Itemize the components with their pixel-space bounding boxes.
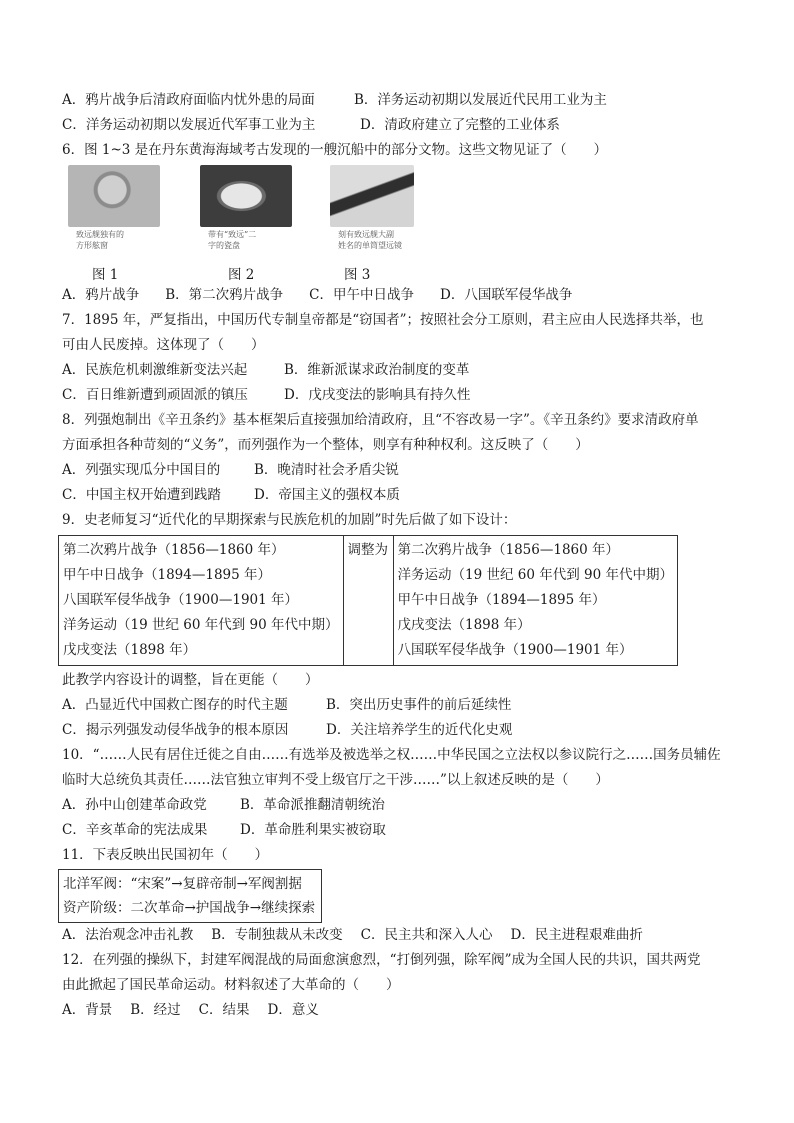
q10-options-row-1 (62, 793, 742, 818)
q6-options (62, 283, 742, 308)
figure-2 (200, 165, 300, 251)
q6-option-a[interactable]: A．鸦片战争 (62, 287, 140, 303)
plate-photo (200, 165, 292, 227)
figure-1 (68, 165, 168, 251)
q8-options-row-1 (62, 458, 742, 483)
q12-stem-line-2: 由此掀起了国民革命运动。材料叙述了大革命的（ ） (62, 977, 400, 993)
exam-page (62, 88, 742, 1023)
q6-option-d[interactable]: D．八国联军侵华战争 (440, 287, 573, 303)
q10-option-d[interactable]: D．革命胜利果实被窃取 (240, 822, 386, 838)
q9-right-item: 戊戌变法（1898 年） (397, 617, 531, 633)
q7-options-row-1 (62, 358, 742, 383)
q6-figures (62, 165, 742, 283)
q7-options-row-2 (62, 383, 742, 408)
q9-left-item: 八国联军侵华战争（1900—1901 年） (63, 592, 299, 608)
q9-adjusted-order (393, 536, 678, 666)
q11-option-b[interactable]: B．专制独裁从未改变 (211, 927, 343, 943)
q5-option-c[interactable]: C．洋务运动初期以发展近代军事工业为主 (62, 117, 316, 133)
q11-option-a[interactable]: A．法治观念冲击礼教 (62, 927, 194, 943)
q7-stem-line-1: 7．1895 年，严复指出，中国历代专制皇帝都是“窃国者”；按照社会分工原则，君主应由人民选择共举，也 (62, 312, 704, 328)
figure-3-label: 图 3 (344, 267, 371, 283)
q10-option-a[interactable]: A．孙中山创建革命政党 (62, 797, 207, 813)
q11-option-d[interactable]: D．民主进程艰难曲折 (510, 927, 643, 943)
q8-stem-line-1: 8．列强炮制出《辛丑条约》基本框架后直接强加给清政府，且“不容改易一字”。《辛丑条约》要求清政府单 (62, 412, 699, 428)
q9-original-order (59, 536, 344, 666)
q12-stem-line-1: 12．在列强的操纵下，封建军阀混战的局面愈演愈烈，“打倒列强，除军阀”成为全国人民的共识，国共两党 (62, 952, 701, 968)
q9-option-a[interactable]: A．凸显近代中国救亡图存的时代主题 (62, 697, 288, 713)
figure-3-caption: 刻有致远舰大副 姓名的单筒望远镜 (338, 230, 402, 250)
telescope-photo (330, 165, 414, 227)
q5-options-row-1 (62, 88, 742, 113)
q6-option-c[interactable]: C．甲午中日战争 (309, 287, 415, 303)
q9-right-item: 甲午中日战争（1894—1895 年） (397, 592, 606, 608)
q6-stem: 6．图 1~3 是在丹东黄海海域考古发现的一艘沉船中的部分文物。这些文物见证了（ ） (62, 142, 608, 158)
q9-adjust-label: 调整为 (347, 542, 388, 558)
q8-option-a[interactable]: A．列强实现瓜分中国目的 (62, 462, 221, 478)
q7-option-b[interactable]: B．维新派谋求政治制度的变革 (284, 362, 470, 378)
q9-right-item: 八国联军侵华战争（1900—1901 年） (397, 642, 633, 658)
figure-2-label: 图 2 (228, 267, 255, 283)
q9-options-row-1 (62, 693, 742, 718)
q7-option-c[interactable]: C．百日维新遭到顽固派的镇压 (62, 387, 248, 403)
q9-stem: 9．史老师复习“近代化的早期探索与民族危机的加剧”时先后做了如下设计： (62, 512, 517, 528)
q11-row-bourgeoisie: 资产阶级：二次革命→护国战争→继续探索 (63, 900, 316, 916)
q12-options (62, 998, 742, 1023)
q6-option-b[interactable]: B．第二次鸦片战争 (165, 287, 284, 303)
q7-option-d[interactable]: D．戊戌变法的影响具有持久性 (284, 387, 471, 403)
q12-option-d[interactable]: D．意义 (267, 1002, 319, 1018)
q9-option-b[interactable]: B．突出历史事件的前后延续性 (326, 697, 512, 713)
q9-option-c[interactable]: C．揭示列强发动侵华战争的根本原因 (62, 722, 289, 738)
figure-1-caption: 致远舰独有的 方形舷窗 (76, 230, 124, 250)
q10-options-row-2 (62, 818, 742, 843)
q5-options-row-2 (62, 113, 742, 138)
figure-2-caption: 带有“致远”二 字的瓷盘 (208, 230, 257, 250)
q9-left-item: 洋务运动（19 世纪 60 年代到 90 年代中期） (63, 617, 339, 633)
q8-stem-line-2: 方面承担各种苛刻的“义务”，而列强作为一个整体，则享有种种权利。这反映了（ ） (62, 437, 589, 453)
q8-option-b[interactable]: B．晚清时社会矛盾尖锐 (254, 462, 399, 478)
q8-option-d[interactable]: D．帝国主义的强权本质 (254, 487, 400, 503)
q5-option-d[interactable]: D．清政府建立了完整的工业体系 (360, 117, 560, 133)
q11-option-c[interactable]: C．民主共和深入人心 (360, 927, 493, 943)
q12-option-a[interactable]: A．背景 (62, 1002, 113, 1018)
q9-right-item: 第二次鸦片战争（1856—1860 年） (397, 542, 620, 558)
q9-left-item: 甲午中日战争（1894—1895 年） (63, 567, 272, 583)
q9-design-table (58, 535, 678, 666)
q11-options (62, 923, 742, 948)
q11-row-warlords: 北洋军阀：“宋案”→复辟帝制→军阀割据 (63, 876, 302, 892)
q12-option-c[interactable]: C．结果 (198, 1002, 250, 1018)
q12-option-b[interactable]: B．经过 (130, 1002, 181, 1018)
q9-option-d[interactable]: D．关注培养学生的近代化史观 (326, 722, 513, 738)
q10-stem-line-1: 10．“……人民有居住迁徙之自由……有选举及被选举之权……中华民国之立法权以参议院行之……国务员辅佐 (62, 747, 721, 763)
q9-left-item: 戊戌变法（1898 年） (63, 642, 197, 658)
q11-table (58, 869, 322, 923)
q9-options-row-2 (62, 718, 742, 743)
q8-options-row-2 (62, 483, 742, 508)
porthole-photo (68, 165, 160, 227)
q10-stem-line-2: 临时大总统负其责任……法官独立审判不受上级官厅之干涉……”以上叙述反映的是（ ） (62, 772, 609, 788)
q7-option-a[interactable]: A．民族危机刺激维新变法兴起 (62, 362, 248, 378)
q10-option-b[interactable]: B．革命派推翻清朝统治 (240, 797, 385, 813)
q9-right-item: 洋务运动（19 世纪 60 年代到 90 年代中期） (397, 567, 673, 583)
figure-3 (330, 165, 430, 251)
q9-left-item: 第二次鸦片战争（1856—1860 年） (63, 542, 285, 558)
figure-1-label: 图 1 (92, 267, 119, 283)
q5-option-a[interactable]: A．鸦片战争后清政府面临内忧外患的局面 (62, 92, 315, 108)
q5-option-b[interactable]: B．洋务运动初期以发展近代民用工业为主 (354, 92, 607, 108)
q10-option-c[interactable]: C．辛亥革命的宪法成果 (62, 822, 208, 838)
q9-adjust-label-cell (343, 536, 393, 666)
q11-stem: 11．下表反映出民国初年（ ） (62, 847, 269, 863)
q9-after-table: 此教学内容设计的调整，旨在更能（ ） (62, 672, 319, 688)
q7-stem-line-2: 可由人民废掉。这体现了（ ） (62, 337, 265, 353)
q8-option-c[interactable]: C．中国主权开始遭到践踏 (62, 487, 221, 503)
